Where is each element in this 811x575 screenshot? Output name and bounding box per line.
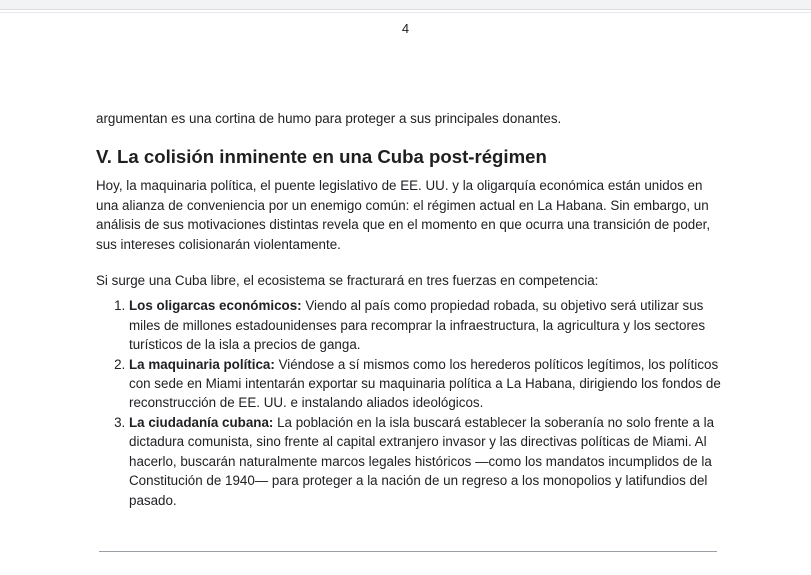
page-top-divider (0, 12, 811, 13)
forces-list (96, 296, 722, 509)
list-item-text: La población en la isla buscará establecer la soberanía no solo frente a la dictadura comunista, sino frente al capital extranjero invasor y las directivas políticas de Miami. Al hacerlo, buscarán naturalmente marcos legales históricos —como los mandatos incumplidos de la Constitución de 1940— para proteger a la nación de un regreso a los monopolios y latifundios del pasado. (129, 414, 715, 508)
page-bottom-divider (99, 551, 717, 552)
page-number: 4 (401, 21, 410, 36)
list-item-title: La ciudadanía cubana: (129, 414, 274, 430)
list-item (129, 355, 722, 413)
list-item-title: Los oligarcas económicos: (129, 298, 302, 314)
section-heading: V. La colisión inminente en una Cuba post-régimen (96, 146, 547, 168)
body-paragraph-intro: Si surge una Cuba libre, el ecosistema se fracturará en tres fuerzas en competencia: (96, 273, 599, 289)
list-item-text: Viéndose a sí mismos como los herederos políticos legítimos, los políticos con sede en Miami intentarán exportar su maquinaria política a La Habana, dirigiendo los fondos de reconstrucción de EE. UU. e instalando aliados ideológicos. (129, 356, 721, 411)
continued-paragraph: argumentan es una cortina de humo para proteger a sus principales donantes. (96, 111, 562, 126)
document-body (96, 109, 722, 510)
list-item-text: Viendo al país como propiedad robada, su objetivo será utilizar sus miles de millones estadounidenses para recomprar la infraestructura, la agricultura y los sectores turísticos de la isla a precios de ganga. (129, 298, 706, 353)
list-item-title: La maquinaria política: (129, 356, 275, 372)
list-item (129, 296, 722, 354)
viewer-top-bar (0, 0, 811, 10)
body-paragraph: Hoy, la maquinaria política, el puente legislativo de EE. UU. y la oligarquía económica están unidos en una alianza de conveniencia por un enemigo común: el régimen actual en La Habana. Sin embargo, un análisis de sus motivaciones distintas revela que en el momento en que ocurra una transición de poder, sus intereses colisionarán violentamente. (96, 178, 711, 252)
list-item (129, 413, 722, 510)
